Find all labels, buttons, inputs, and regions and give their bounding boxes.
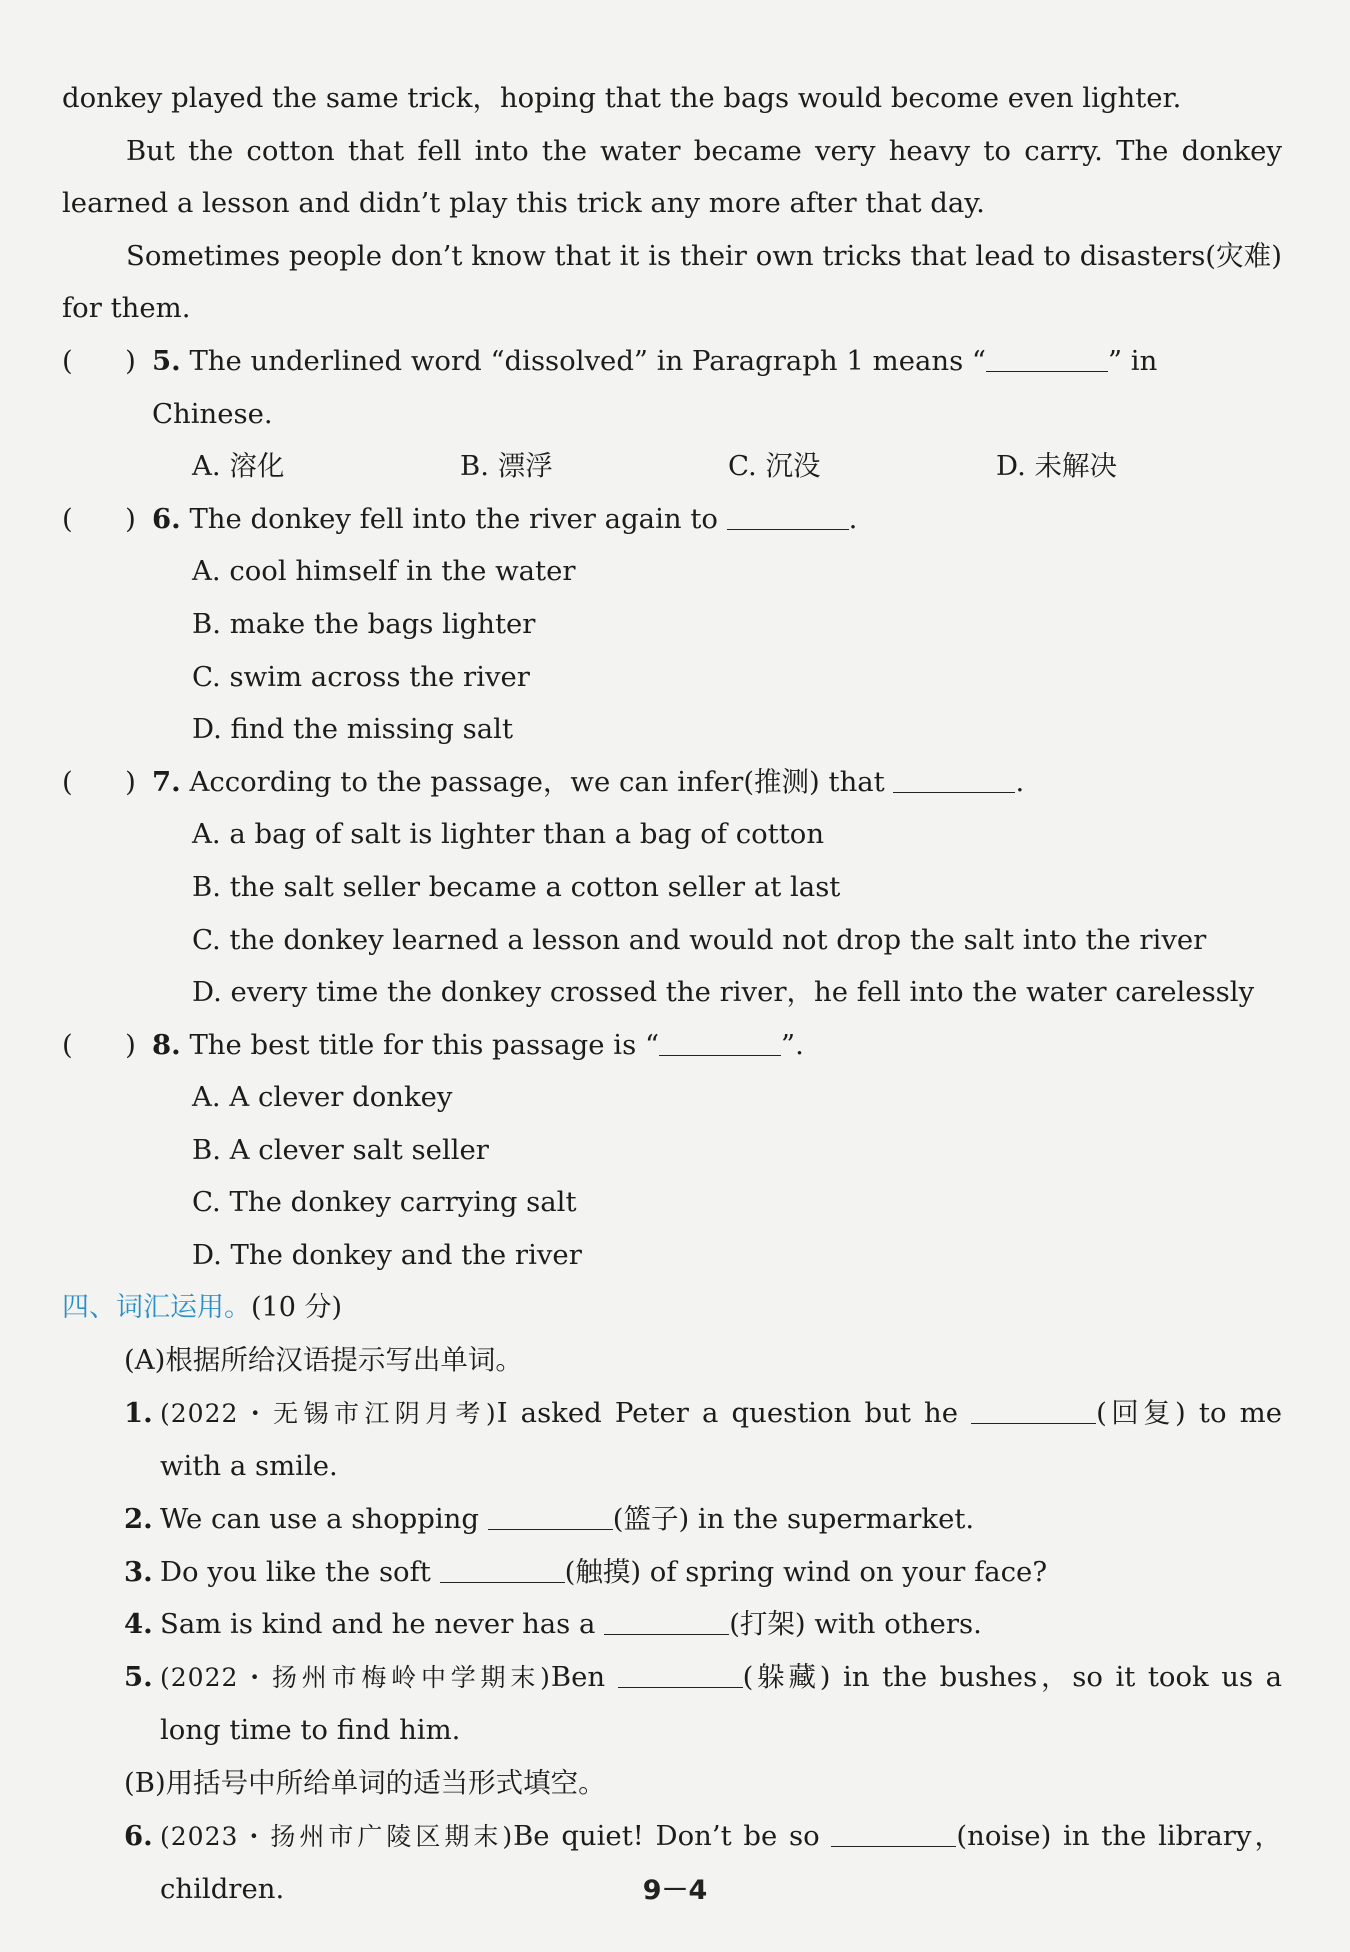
answer-bracket[interactable]: ( ) [62,502,136,535]
section-points: (10 分) [251,1291,343,1323]
page-number: 9－4 [642,1875,708,1906]
option-a[interactable]: A. 溶化 [192,450,285,483]
item-number: 5. [124,1660,153,1693]
answer-blank[interactable] [893,764,1015,793]
item-text-b: (触摸) of spring wind on your face? [564,1555,1048,1588]
answer-blank[interactable] [618,1659,743,1688]
answer-bracket[interactable]: ( ) [62,765,136,798]
item-text-a: Sam is kind and he never has a [160,1608,605,1641]
answer-blank[interactable] [440,1554,565,1583]
stem-text: ”. [781,1028,804,1061]
answer-blank[interactable] [604,1607,729,1636]
option-a[interactable]: A. cool himself in the water [192,555,576,588]
option-b[interactable]: B. 漂浮 [460,450,553,483]
vocab-item-1 [62,1387,1282,1441]
item-number: 3. [124,1555,153,1588]
item-text-b: (躲藏) in the bushes，so it took us a [742,1660,1282,1693]
item-text [160,1651,1282,1705]
answer-bracket[interactable]: ( ) [62,344,136,377]
stem-text: The donkey fell into the river again to [180,502,727,535]
option-c[interactable]: C. swim across the river [192,660,530,693]
item-source: (2022・无锡市江阴月考) [160,1398,497,1428]
passage-line: for them. [62,292,191,325]
vocab-item-6 [62,1810,1282,1864]
item-text-b: (noise) in the library， [956,1819,1282,1852]
page-content [62,72,1282,1916]
answer-blank[interactable] [727,501,849,530]
item-text [160,1387,1282,1441]
item-text-a: Ben [550,1660,618,1693]
option-c[interactable]: C. 沉没 [728,450,821,483]
item-text [160,1546,1282,1599]
passage-paragraph-3: Sometimes people don’t know that it is their own tricks that lead to disasters(灾难) [126,239,1282,272]
question-number: 6. [152,502,181,535]
stem-text: The underlined word “dissolved” in Paragraph 1 means “ [180,344,986,377]
option-b[interactable]: B. the salt seller became a cotton seller at last [192,870,841,903]
option-d[interactable]: D. The donkey and the river [192,1239,582,1272]
question-number: 8. [152,1028,181,1061]
vocab-item-2 [62,1493,1282,1546]
item-number: 2. [124,1503,153,1536]
answer-blank[interactable] [986,343,1108,372]
item-text [160,1598,1282,1651]
option-d[interactable]: D. find the missing salt [192,713,514,746]
option-c[interactable]: C. The donkey carrying salt [192,1186,577,1219]
item-source: (2023・扬州市广陵区期末) [160,1821,514,1851]
stem-text: According to the passage，we can infer(推测) that [180,765,894,798]
passage-line: donkey played the same trick，hoping that the bags would become even lighter. [62,82,1182,114]
stem-text: . [848,502,858,535]
item-text [160,1493,1282,1546]
item-number: 4. [124,1608,153,1641]
item-number: 6. [124,1819,153,1852]
option-a[interactable]: A. a bag of salt is lighter than a bag of cotton [192,818,825,851]
vocab-item-5 [62,1651,1282,1705]
part-a-instruction: (A)根据所给汉语提示写出单词。 [124,1344,523,1377]
question-8 [62,1019,1282,1072]
item-text-a: Be quiet! Don’t be so [513,1819,832,1852]
question-5 [62,335,1282,440]
item-continuation: with a smile. [160,1450,338,1483]
options-row [62,440,1282,493]
item-text-a: I asked Peter a question but he [496,1396,972,1429]
answer-blank[interactable] [971,1395,1096,1424]
item-text-a: We can use a shopping [160,1503,488,1536]
option-b[interactable]: B. make the bags lighter [192,607,536,640]
item-text [160,1810,1282,1864]
stem-text: ” in Chinese. [152,344,1158,430]
question-stem [152,1019,804,1072]
question-7 [62,756,1282,809]
option-b[interactable]: B. A clever salt seller [192,1133,489,1166]
option-a[interactable]: A. A clever donkey [192,1081,453,1114]
vocab-item-4 [62,1598,1282,1651]
item-text-b: (篮子) in the supermarket. [612,1503,975,1536]
item-source: (2022・扬州市梅岭中学期末) [160,1662,551,1692]
option-d[interactable]: D. 未解决 [996,450,1118,483]
question-number: 5. [152,344,181,377]
vocab-item-3 [62,1546,1282,1599]
question-6 [62,493,1282,546]
item-text-b: (回复) to me [1096,1396,1282,1429]
passage-paragraph-2: But the cotton that fell into the water became very heavy to carry. The donkey [126,134,1282,167]
item-continuation: children. [160,1873,285,1906]
item-continuation: long time to find him. [160,1714,461,1747]
item-number: 1. [124,1396,153,1429]
question-stem [152,335,1282,440]
option-d[interactable]: D. every time the donkey crossed the river，he fell into the water carelessly [192,976,1255,1009]
answer-blank[interactable] [488,1502,613,1531]
stem-text: . [1015,765,1025,798]
answer-blank[interactable] [831,1818,956,1847]
passage-line: learned a lesson and didn’t play this trick any more after that day. [62,187,985,220]
section-heading [62,1282,1282,1335]
option-c[interactable]: C. the donkey learned a lesson and would not drop the salt into the river [192,923,1207,956]
question-stem [152,493,857,546]
section-title: 四、词汇运用。 [62,1291,251,1323]
question-stem [152,756,1024,809]
item-text-b: (打架) with others. [729,1608,982,1641]
stem-text: The best title for this passage is “ [180,1028,660,1061]
part-b-instruction: (B)用括号中所给单词的适当形式填空。 [124,1767,606,1799]
item-text-a: Do you like the soft [160,1555,440,1588]
answer-blank[interactable] [659,1027,781,1056]
answer-bracket[interactable]: ( ) [62,1028,136,1061]
question-number: 7. [152,765,181,798]
